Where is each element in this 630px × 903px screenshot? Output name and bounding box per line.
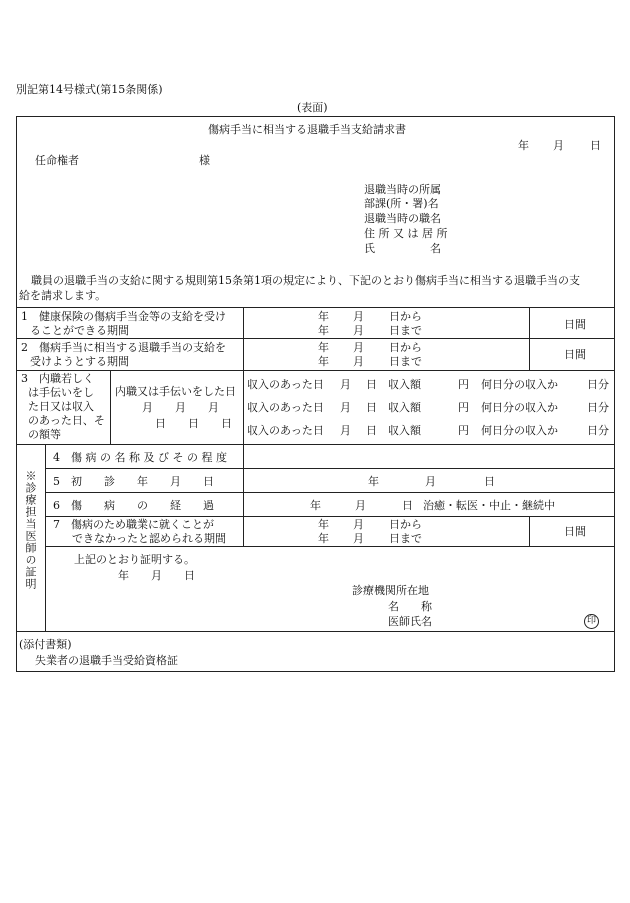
item1-from-day: 日から xyxy=(389,310,422,323)
item1-days: 日間 xyxy=(564,318,586,331)
item6-year: 年 xyxy=(310,499,321,512)
seal-mark: 印 xyxy=(584,614,599,629)
row-line-attach xyxy=(16,631,615,632)
applicant-dept-label: 退職当時の所属 xyxy=(364,183,441,196)
col-line-doctor-vertical xyxy=(45,444,46,632)
income-row2-which-label: 何日分の収入か xyxy=(481,401,558,414)
item1-from-year: 年 xyxy=(318,310,329,323)
item3-label-line5: の額等 xyxy=(28,428,61,441)
applicant-job-label: 退職当時の職名 xyxy=(364,212,441,225)
income-row1-which-label: 何日分の収入か xyxy=(481,378,558,391)
item2-days: 日間 xyxy=(564,348,586,361)
col-line-r1r2-label xyxy=(243,307,244,371)
item3-side-job-label: 内職又は手伝いをした日 xyxy=(115,385,236,398)
col-line-r3-mid xyxy=(243,370,244,445)
item3-label-line2: は手伝いをし xyxy=(28,386,94,399)
income-row1-amount-label: 収入額 xyxy=(388,378,421,391)
doctor-name-label: 医師氏名 xyxy=(388,615,432,628)
item7-from-year: 年 xyxy=(318,518,329,531)
item1-label-line2: ることができる期間 xyxy=(30,324,129,337)
form-title: 傷病手当に相当する退職手当支給請求書 xyxy=(208,123,406,136)
income-row2-day: 日 xyxy=(366,401,377,414)
item6-outcome: 治癒・転医・中止・継続中 xyxy=(423,499,555,512)
item5-label: 5 初 診 年 月 日 xyxy=(53,475,214,488)
form-side-label: (表面) xyxy=(297,101,328,114)
request-statement-line1: 職員の退職手当の支給に関する規則第15条第1項の規定により、下記のとおり傷病手当に相当する退職手当の支 xyxy=(31,274,580,287)
form-reference: 別記第14号様式(第15条関係) xyxy=(16,83,163,96)
income-row1-days: 日分 xyxy=(587,378,609,391)
certification-date: 年 月 日 xyxy=(118,569,195,582)
col-line-r1r2-days xyxy=(529,307,530,371)
income-row3-date-label: 収入のあった日 xyxy=(247,424,324,437)
row-line-r4-r5 xyxy=(45,468,615,469)
date-year: 年 xyxy=(518,139,529,152)
income-row3-amount-label: 収入額 xyxy=(388,424,421,437)
certification-statement: 上記のとおり証明する。 xyxy=(74,553,195,566)
income-row2-amount-label: 収入額 xyxy=(388,401,421,414)
row-line-r1-r2 xyxy=(16,338,615,339)
attachment-item: 失業者の退職手当受給資格証 xyxy=(35,654,178,667)
item5-month: 月 xyxy=(425,475,436,488)
income-row2-month: 月 xyxy=(340,401,351,414)
request-statement-line2: 給を請求します。 xyxy=(19,289,107,302)
item6-label: 6 傷 病 の 経 過 xyxy=(53,499,214,512)
income-row1-date-label: 収入のあった日 xyxy=(247,378,324,391)
addressee-label: 任命権者 xyxy=(35,154,79,167)
col-line-r4to7-label xyxy=(243,444,244,547)
frame-bottom xyxy=(16,671,615,672)
item5-day: 日 xyxy=(484,475,495,488)
item2-label-line1: 2 傷病手当に相当する退職手当の支給を xyxy=(21,341,226,354)
item7-from-month: 月 xyxy=(353,518,364,531)
date-month: 月 xyxy=(553,139,564,152)
item2-from-day: 日から xyxy=(389,341,422,354)
date-day: 日 xyxy=(590,139,601,152)
item2-to-month: 月 xyxy=(353,355,364,368)
item2-from-year: 年 xyxy=(318,341,329,354)
item3-side-job-months: 月 月 月 xyxy=(142,401,219,414)
item2-from-month: 月 xyxy=(353,341,364,354)
applicant-dept-name-label: 部課(所・署)名 xyxy=(364,197,439,210)
item7-to-month: 月 xyxy=(353,532,364,545)
item3-label-line4: のあった日、そ xyxy=(28,414,105,427)
row-line-r5-r6 xyxy=(45,492,615,493)
medical-facility-address-label: 診療機関所在地 xyxy=(352,584,429,597)
medical-facility-name-label: 名 称 xyxy=(388,600,432,613)
col-line-r3-label xyxy=(110,370,111,445)
applicant-name-label: 氏 名 xyxy=(364,242,441,255)
item7-label-line2: できなかったと認められる期間 xyxy=(72,532,226,545)
row-line-items-top xyxy=(16,307,615,308)
income-row1-day: 日 xyxy=(366,378,377,391)
row-line-r3-r4 xyxy=(16,444,615,445)
income-row3-yen: 円 xyxy=(458,424,469,437)
item2-to-day: 日まで xyxy=(389,355,422,368)
item6-month: 月 xyxy=(355,499,366,512)
item1-to-month: 月 xyxy=(353,324,364,337)
income-row3-days: 日分 xyxy=(587,424,609,437)
item7-to-year: 年 xyxy=(318,532,329,545)
item1-label-line1: 1 健康保険の傷病手当金等の支給を受け xyxy=(21,310,226,323)
income-row3-which-label: 何日分の収入か xyxy=(481,424,558,437)
item5-year: 年 xyxy=(368,475,379,488)
item7-to-day: 日まで xyxy=(389,532,422,545)
frame-right xyxy=(614,116,615,672)
income-row2-date-label: 収入のあった日 xyxy=(247,401,324,414)
item3-label-line1: 3 内職若しく xyxy=(21,372,94,385)
item7-from-day: 日から xyxy=(389,518,422,531)
frame-top xyxy=(16,116,615,117)
income-row3-day: 日 xyxy=(366,424,377,437)
income-row2-days: 日分 xyxy=(587,401,609,414)
attachments-label: (添付書類) xyxy=(19,638,72,651)
item6-day: 日 xyxy=(402,499,413,512)
item1-from-month: 月 xyxy=(353,310,364,323)
frame-left xyxy=(16,116,17,672)
row-line-r2-r3 xyxy=(16,370,615,371)
income-row1-month: 月 xyxy=(340,378,351,391)
item1-to-year: 年 xyxy=(318,324,329,337)
item3-label-line3: た日又は収入 xyxy=(28,400,94,413)
item3-side-job-days: 日 日 日 xyxy=(155,417,232,430)
income-row2-yen: 円 xyxy=(458,401,469,414)
item7-label-line1: 7 傷病のため職業に就くことが xyxy=(53,518,214,531)
addressee-honorific: 様 xyxy=(199,154,210,167)
item2-to-year: 年 xyxy=(318,355,329,368)
applicant-address-label: 住 所 又 は 居 所 xyxy=(364,227,448,240)
col-line-r7-days xyxy=(529,516,530,547)
income-row3-month: 月 xyxy=(340,424,351,437)
item1-to-day: 日まで xyxy=(389,324,422,337)
item7-days: 日間 xyxy=(564,525,586,538)
doctor-certification-vertical-label: ※診療担当医師の証明 xyxy=(24,470,37,590)
item2-label-line2: 受けようとする期間 xyxy=(30,355,129,368)
item4-label: 4 傷 病 の 名 称 及 び そ の 程 度 xyxy=(53,451,227,464)
income-row1-yen: 円 xyxy=(458,378,469,391)
